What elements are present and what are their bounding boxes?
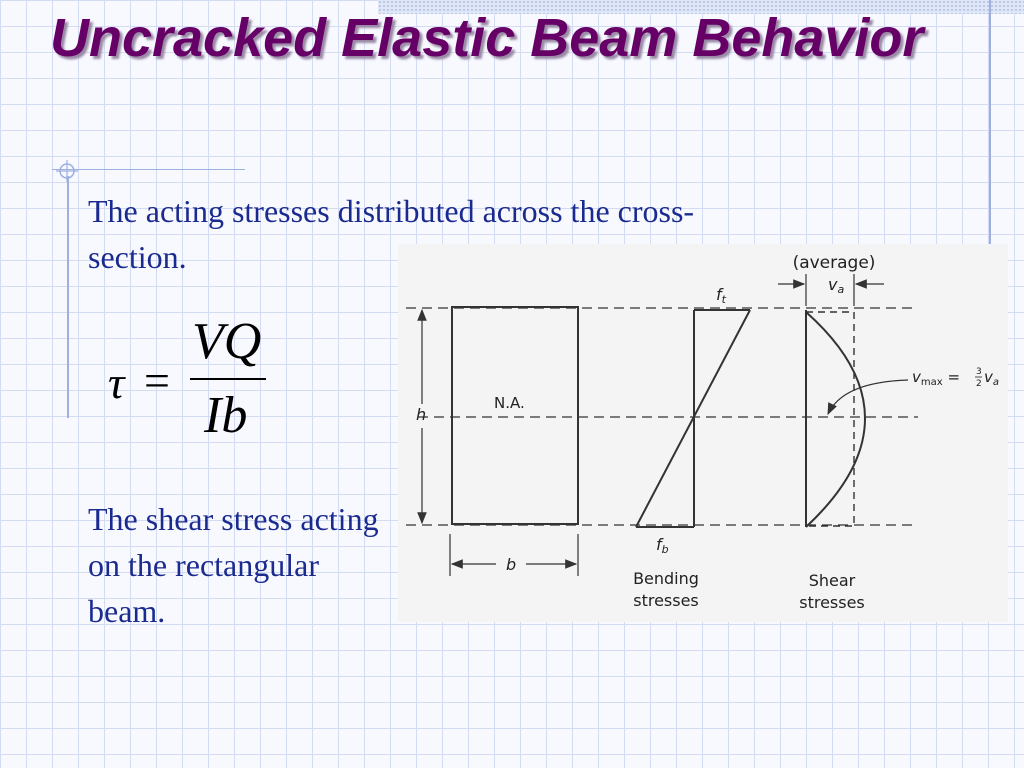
paragraph-stresses: The acting stresses distributed across the cross-section. <box>88 193 695 275</box>
decorative-vertical-rule-left <box>67 176 69 418</box>
vmax-frac-num: 3 <box>976 367 982 377</box>
ft-label: ft <box>716 285 726 306</box>
vmax-leader-arrow <box>828 380 908 414</box>
shear-parabola <box>806 312 865 527</box>
cross-section-rectangle <box>452 307 578 524</box>
beam-stress-diagram <box>398 244 1008 622</box>
decorative-vertical-rule-right <box>989 0 991 246</box>
crosshair-ornament-icon <box>56 160 78 182</box>
fb-label: fb <box>656 535 669 556</box>
vmax-label: $v_{max}$ = <box>912 368 961 388</box>
formula-numerator: VQ <box>192 313 262 370</box>
h-label: h <box>416 405 427 424</box>
beam-stress-diagram-svg <box>398 244 1008 622</box>
bending-stresses-label-line1: Bending <box>633 569 699 588</box>
va-label: va <box>828 275 845 296</box>
formula-fraction-bar <box>190 378 266 380</box>
slide-title: Uncracked Elastic Beam Behavior <box>50 8 924 68</box>
shear-stress-formula <box>104 312 304 452</box>
decorative-horizontal-rule <box>52 169 245 170</box>
formula-denominator: Ib <box>204 387 248 444</box>
average-shear-rectangle <box>806 312 854 526</box>
shear-stresses-label-line2: stresses <box>799 593 865 612</box>
paragraph-shear: The shear stress acting on the rectangular beam. <box>88 501 379 629</box>
vmax-frac-den: 2 <box>976 379 982 389</box>
formula-equals: = <box>144 355 170 406</box>
b-label: b <box>506 555 517 574</box>
average-label: (average) <box>792 253 876 273</box>
vmax-rhs: $v_a$ <box>984 368 1000 388</box>
formula-tau: τ <box>108 357 125 408</box>
neutral-axis-label: N.A. <box>494 394 525 412</box>
shear-stresses-label-line1: Shear <box>808 571 856 590</box>
bending-stresses-label-line2: stresses <box>633 591 699 610</box>
